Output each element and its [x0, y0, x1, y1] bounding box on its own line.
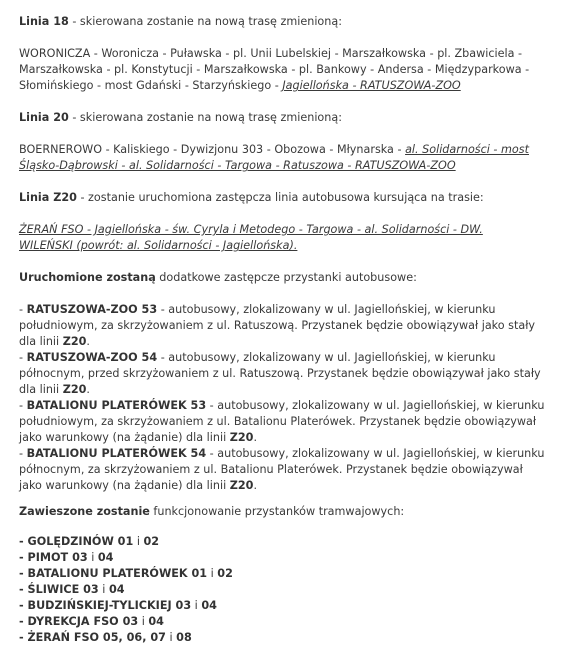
suspended-heading-bold: Zawieszone zostanie: [19, 505, 150, 518]
line-20-label: Linia 20: [19, 111, 69, 124]
suspended-stop-item: - DYREKCJA FSO 03 i 04: [19, 615, 164, 628]
suspended-stop-and: i: [102, 583, 106, 596]
suspended-stop-item: - PIMOT 03 i 04: [19, 551, 114, 564]
new-stop-desc-3: [19, 478, 569, 494]
line-18-route-line-1: WORONICZA - Woronicza - Puławska - pl. Unii Lubelskiej - Marszałkowska - pl. Zbawiciela -: [19, 47, 523, 60]
new-stop-line-ref: Z20: [62, 335, 87, 348]
new-stops-heading: [19, 270, 569, 286]
suspended-stop-item: - ŚLIWICE 03 i 04: [19, 583, 125, 596]
suspended-stop-and: i: [194, 599, 198, 612]
new-stop-desc-1: - autobusowy, zlokalizowany w ul. Jagiellońskiej, w kierunku: [206, 447, 545, 460]
suspended-stops-list: [19, 534, 569, 646]
suspended-stop-tail: 04: [97, 551, 114, 564]
suspended-stop-and: i: [141, 615, 145, 628]
line-20-section: [19, 110, 569, 126]
line-18-section: [19, 14, 569, 30]
line-z20-heading: [19, 190, 569, 206]
new-stop-name: BATALIONU PLATERÓWEK 53: [26, 399, 207, 412]
new-stops-heading-bold: Uruchomione zostaną: [19, 271, 156, 284]
new-stop-item: - BATALIONU PLATERÓWEK 53 - autobusowy, zlokalizowany w ul. Jagiellońskiej, w kierunku: [19, 399, 545, 412]
new-stop-desc-2: północnym, przed skrzyżowaniem z ul. Ratuszową. Przystanek będzie obowiązywał jako stały: [19, 367, 541, 380]
line-20-heading: [19, 110, 569, 126]
new-stops-list: [19, 302, 569, 494]
line-18-heading: [19, 14, 569, 30]
new-stop-desc-3: [19, 430, 569, 446]
line-20-route-link-2[interactable]: Śląsko-Dąbrowski - al. Solidarności - Targowa - Ratuszowa - RATUSZOWA-ZOO: [19, 159, 456, 172]
line-z20-intro: - zostanie uruchomiona zastępcza linia autobusowa kursująca na trasie:: [76, 191, 484, 204]
suspended-stop-item: - BATALIONU PLATERÓWEK 01 i 02: [19, 567, 233, 580]
line-z20-route-link-2[interactable]: WILEŃSKI (powrót: al. Solidarności - Jagiellońska).: [19, 239, 298, 252]
suspended-stop-and: i: [136, 535, 140, 548]
line-20-intro: - skierowana zostanie na nową trasę zmienioną:: [68, 111, 342, 124]
line-18-route-link[interactable]: Jagiellońska - RATUSZOWA-ZOO: [282, 79, 461, 92]
suspended-stop-name: ŚLIWICE 03: [27, 583, 99, 596]
suspended-stop-item: - BUDZIŃSKIEJ-TYLICKIEJ 03 i 04: [19, 599, 217, 612]
line-20-route: [19, 142, 569, 174]
new-stop-item: - RATUSZOWA-ZOO 53 - autobusowy, zlokalizowany w ul. Jagiellońskiej, w kierunku: [19, 303, 496, 316]
line-20-route-line-2: [19, 158, 569, 174]
line-20-route-link-1[interactable]: al. Solidarności - most: [405, 143, 529, 156]
suspended-stop-name: DYREKCJA FSO 03: [27, 615, 139, 628]
suspended-stop-name: PIMOT 03: [27, 551, 88, 564]
suspended-stop-and: i: [91, 551, 95, 564]
new-stop-line-ref: Z20: [62, 383, 87, 396]
new-stop-desc-3-post: .: [86, 383, 90, 396]
line-18-intro: - skierowana zostanie na nową trasę zmienioną:: [68, 15, 342, 28]
line-z20-section: [19, 190, 569, 206]
suspended-stop-tail: 04: [148, 615, 164, 628]
new-stops-heading-section: [19, 270, 569, 286]
suspended-stop-tail: 02: [217, 567, 233, 580]
new-stop-item: - RATUSZOWA-ZOO 54 - autobusowy, zlokalizowany w ul. Jagiellońskiej, w kierunku: [19, 351, 496, 364]
line-20-route-plain: BOERNEROWO - Kaliskiego - Dywizjonu 303 - Obozowa - Młynarska -: [19, 143, 406, 156]
line-18-route-line-3-text: Słomińskiego - most Gdański - Starzyńskiego -: [19, 79, 283, 92]
line-18-route-line-2: Marszałkowska - pl. Konstytucji - Marszałkowska - pl. Bankowy - Andersa - Międzyparkowa -: [19, 63, 530, 76]
new-stop-desc-1: - autobusowy, zlokalizowany w ul. Jagiellońskiej, w kierunku: [157, 351, 496, 364]
line-18-label: Linia 18: [19, 15, 69, 28]
line-z20-label: Linia Z20: [19, 191, 77, 204]
suspended-stop-and: i: [210, 567, 214, 580]
suspended-stop-tail: 08: [176, 631, 192, 644]
line-18-route-line-3: [19, 78, 569, 94]
new-stop-desc-2: południowym, za skrzyżowaniem z ul. Batalionu Platerówek. Przystanek będzie obowiązywał: [19, 415, 537, 428]
suspended-stop-name: BATALIONU PLATERÓWEK 01: [27, 567, 208, 580]
suspended-stop-and: i: [169, 631, 173, 644]
line-z20-route-line-2: [19, 238, 569, 254]
new-stop-desc-2: północnym, za skrzyżowaniem z ul. Batalionu Platerówek. Przystanek będzie obowiązywał: [19, 463, 523, 476]
suspended-stop-tail: 04: [201, 599, 217, 612]
new-stop-desc-3-post: .: [86, 335, 90, 348]
new-stop-name: RATUSZOWA-ZOO 53: [26, 303, 158, 316]
new-stop-name: BATALIONU PLATERÓWEK 54: [26, 447, 207, 460]
line-z20-route-line-1: [19, 222, 569, 238]
suspended-stop-name: ŻERAŃ FSO 05, 06, 07: [27, 631, 166, 644]
suspended-stop-name: GOLĘDZINÓW 01: [27, 535, 134, 548]
new-stop-name: RATUSZOWA-ZOO 54: [26, 351, 158, 364]
line-z20-route: [19, 222, 569, 254]
suspended-heading: [19, 504, 569, 520]
line-z20-route-link-1[interactable]: ŻERAŃ FSO - Jagiellońska - św. Cyryla i Metodego - Targowa - al. Solidarności - DW.: [19, 223, 483, 236]
suspended-stop-name: BUDZIŃSKIEJ-TYLICKIEJ 03: [27, 599, 192, 612]
new-stop-desc-3-pre: jako warunkowy (na żądanie) dla linii: [19, 479, 230, 492]
new-stop-line-ref: Z20: [229, 479, 254, 492]
suspended-stop-item: - GOLĘDZINÓW 01 i 02: [19, 535, 160, 548]
new-stop-desc-3-pre: dla linii: [19, 383, 63, 396]
line-18-route: [19, 46, 569, 94]
new-stop-desc-3-post: .: [253, 431, 257, 444]
suspended-stop-tail: 02: [143, 535, 160, 548]
new-stop-desc-1: - autobusowy, zlokalizowany w ul. Jagiellońskiej, w kierunku: [206, 399, 545, 412]
new-stop-item: - BATALIONU PLATERÓWEK 54 - autobusowy, zlokalizowany w ul. Jagiellońskiej, w kierunku: [19, 447, 545, 460]
suspended-heading-rest: funkcjonowanie przystanków tramwajowych:: [149, 505, 405, 518]
new-stop-desc-2: południowym, za skrzyżowaniem z ul. Ratuszową. Przystanek będzie obowiązywał jako stały: [19, 319, 536, 332]
line-20-route-line-1: [19, 142, 569, 158]
suspended-heading-section: [19, 504, 569, 520]
new-stop-desc-3: [19, 334, 569, 350]
new-stop-line-ref: Z20: [229, 431, 254, 444]
new-stop-desc-3-post: .: [253, 479, 257, 492]
new-stop-desc-3-pre: dla linii: [19, 335, 63, 348]
new-stop-desc-3: [19, 382, 569, 398]
new-stop-desc-3-pre: jako warunkowy (na żądanie) dla linii: [19, 431, 230, 444]
suspended-stop-tail: 04: [108, 583, 125, 596]
suspended-stop-item: - ŻERAŃ FSO 05, 06, 07 i 08: [19, 631, 192, 644]
new-stops-heading-rest: dodatkowe zastępcze przystanki autobusowe:: [155, 271, 417, 284]
new-stop-desc-1: - autobusowy, zlokalizowany w ul. Jagiellońskiej, w kierunku: [157, 303, 496, 316]
